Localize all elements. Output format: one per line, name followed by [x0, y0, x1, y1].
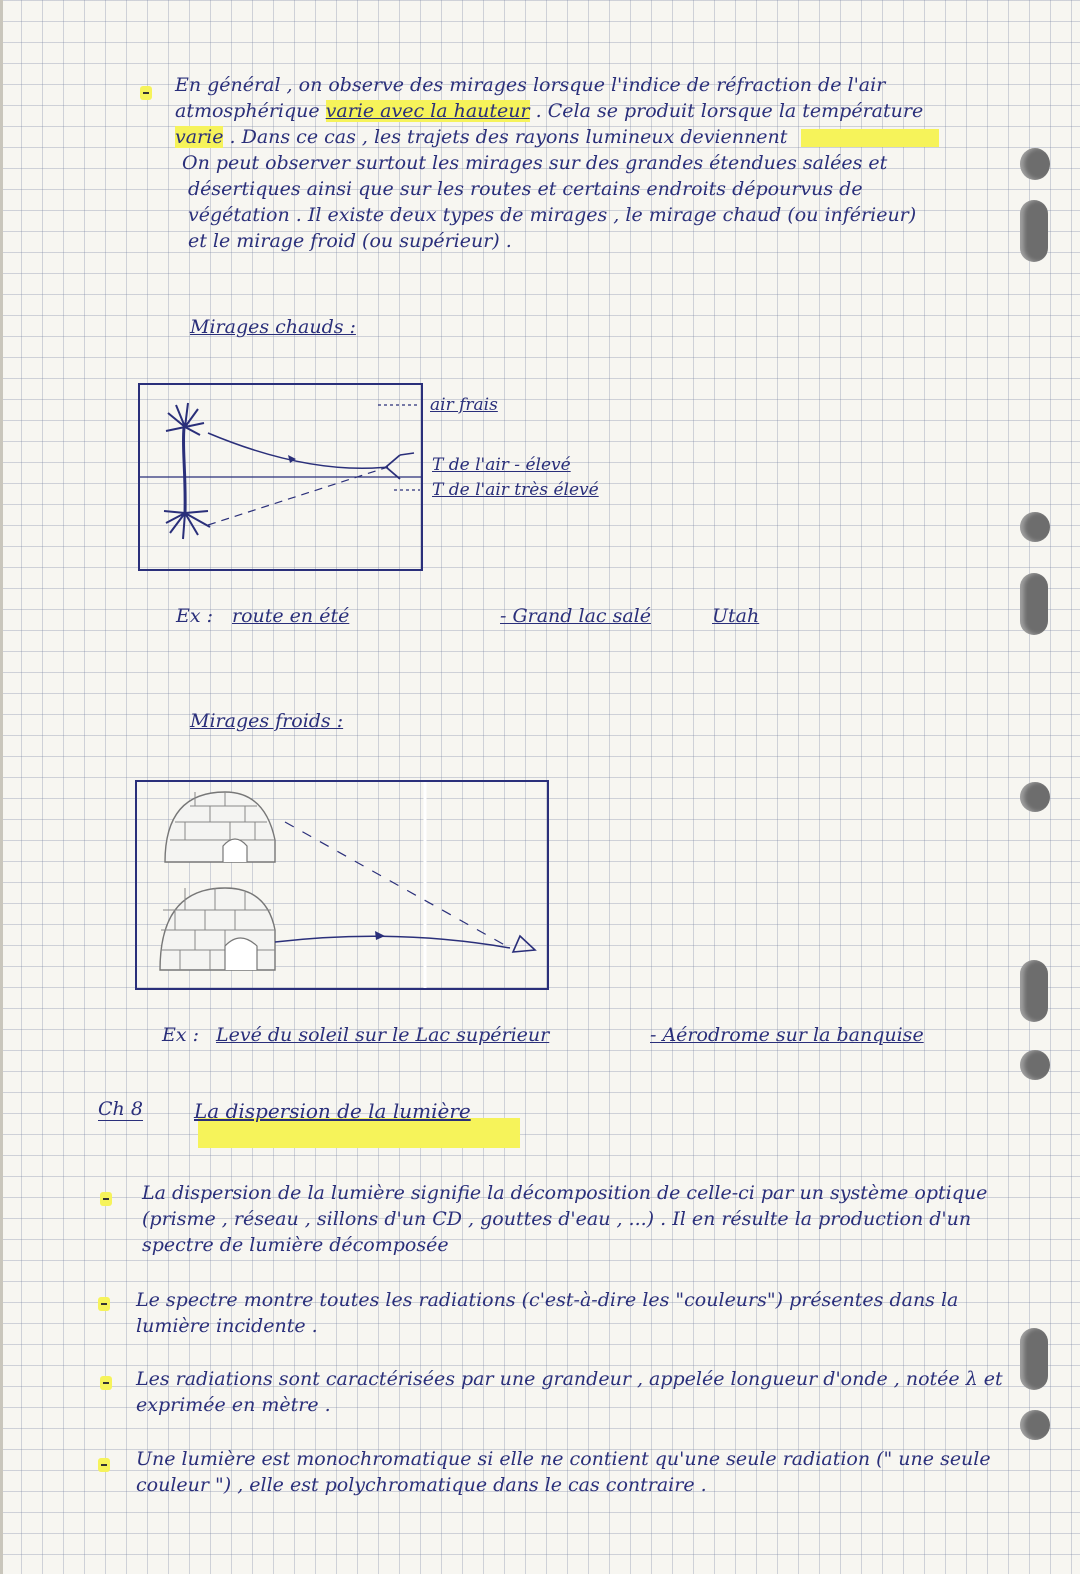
eye-icon: [386, 453, 414, 479]
intro-text: En général , on observe des mirages lorsque l'indice de réfraction de l'air: [175, 74, 886, 96]
cold-mirage-title: Mirages froids :: [190, 710, 344, 732]
chapter-number: Ch 8: [98, 1098, 143, 1120]
hot-example-1: route en été: [232, 605, 350, 627]
point-2: Le spectre montre toutes les radiations (c'est-à-dire les "couleurs") présentes dans la lumière incidente .: [136, 1289, 959, 1337]
cold-example-prefix: Ex :: [162, 1024, 200, 1046]
label-very-hot-air: T de l'air très élevé: [432, 480, 599, 500]
punch-hole: [1020, 1410, 1050, 1440]
cold-example-2: - Aérodrome sur la banquise: [650, 1024, 924, 1046]
intro-line: [175, 124, 939, 150]
punch-hole: [1020, 960, 1048, 1022]
cold-light-ray: [275, 936, 510, 948]
cold-example-1: Levé du soleil sur le Lac supérieur: [216, 1024, 550, 1046]
punch-hole: [1020, 782, 1050, 812]
intro-text: atmosphérique: [175, 100, 326, 122]
hot-apparent-ray: [208, 467, 388, 525]
highlight-blank: [801, 129, 939, 147]
punch-hole: [1020, 200, 1048, 262]
eye-icon: [513, 936, 535, 952]
highlighted-word: varie: [175, 126, 224, 148]
bullet-highlight: [140, 86, 152, 100]
punch-hole: [1020, 573, 1048, 635]
intro-line: végétation . Il existe deux types de mirages , le mirage chaud (ou inférieur): [188, 204, 917, 226]
hot-mirage-drawing: [138, 383, 698, 573]
bullet-highlight: [98, 1297, 110, 1311]
bullet-highlight: [100, 1376, 112, 1390]
ray-arrowhead: [288, 455, 296, 463]
intro-line: désertiques ainsi que sur les routes et certains endroits dépourvus de: [188, 178, 863, 200]
intro-line: [175, 72, 885, 98]
cold-apparent-ray: [285, 822, 510, 948]
ray-arrowhead: [375, 931, 385, 940]
intro-line: On peut observer surtout les mirages sur des grandes étendues salées et: [182, 152, 888, 174]
page-margin-edge: [0, 0, 3, 1574]
punch-hole: [1020, 148, 1050, 180]
intro-line: et le mirage froid (ou supérieur) .: [188, 230, 512, 252]
punch-hole: [1020, 512, 1050, 542]
punch-hole: [1020, 1328, 1048, 1390]
igloo-icon: [165, 792, 275, 862]
point-4: Une lumière est monochromatique si elle ne contient qu'une seule radiation (" une seule couleur ") , elle est polychromatique dans le cas contraire .: [136, 1448, 991, 1496]
highlighted-phrase: varie avec la hauteur: [325, 100, 530, 122]
point-1: La dispersion de la lumière signifie la décomposition de celle-ci par un système optique (prisme , réseau , sillons d'un CD , gouttes d'eau , ...) . Il en résulte la production d'un spectre de lumière décomposée: [142, 1182, 988, 1256]
hot-example-prefix: Ex :: [176, 605, 214, 627]
cold-mirage-drawing: [135, 780, 549, 990]
punch-hole: [1020, 1050, 1050, 1080]
igloo-reflection-icon: [160, 888, 275, 970]
bullet-highlight: [98, 1458, 110, 1472]
hot-light-ray: [208, 433, 388, 468]
hot-example-3: Utah: [712, 605, 760, 627]
hot-example-2: - Grand lac salé: [500, 605, 651, 627]
intro-text: . Dans ce cas , les trajets des rayons lumineux deviennent: [223, 126, 788, 148]
palm-reflection-icon: [164, 511, 210, 539]
label-hot-air: T de l'air - élevé: [432, 455, 571, 475]
point-3: Les radiations sont caractérisées par une grandeur , appelée longueur d'onde , notée λ et exprimée en mètre .: [136, 1368, 1003, 1416]
palm-tree-icon: [166, 403, 204, 513]
label-cool-air: air frais: [430, 395, 498, 415]
intro-line: [175, 98, 923, 124]
bullet-highlight: [100, 1192, 112, 1206]
chapter-title: La dispersion de la lumière: [194, 1099, 471, 1123]
hot-mirage-title: Mirages chauds :: [190, 316, 356, 338]
intro-text: . Cela se produit lorsque la température: [529, 100, 924, 122]
